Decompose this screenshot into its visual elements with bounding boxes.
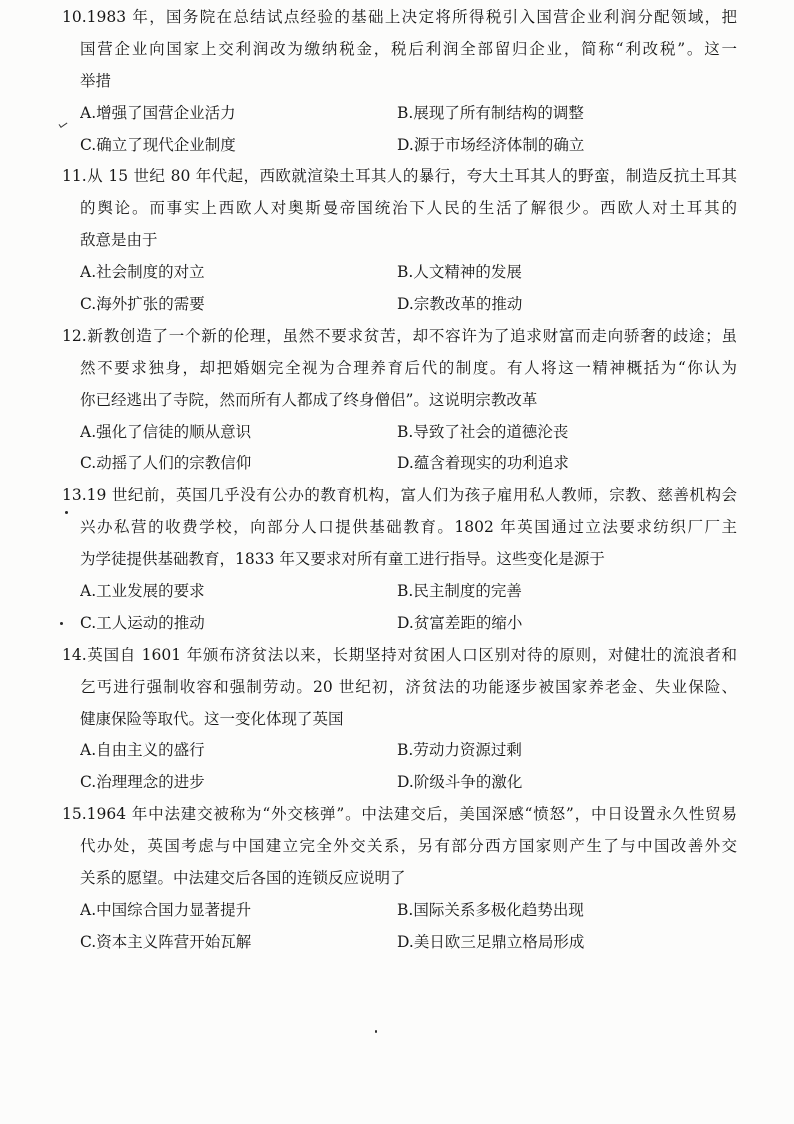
option-text: 工人运动的推动 bbox=[96, 613, 205, 632]
question-stem-text: 1964 年中法建交被称为“外交核弹”。中法建交后，美国深感“愤怒”，中日设置永久性贸易 bbox=[86, 805, 737, 824]
option-label: B. bbox=[397, 263, 414, 282]
question-stem-line bbox=[62, 640, 737, 672]
option-label: D. bbox=[397, 773, 414, 792]
option-b bbox=[397, 257, 522, 289]
options-row bbox=[80, 257, 737, 289]
question-stem-text: 从 15 世纪 80 年代起，西欧就渲染土耳其人的暴行，夸大土耳其人的野蛮，制造反抗土耳其 bbox=[86, 167, 737, 186]
option-label: C. bbox=[80, 932, 97, 951]
option-text: 阶级斗争的激化 bbox=[413, 773, 523, 792]
option-label: B. bbox=[397, 103, 414, 122]
question-stem-line: 健康保险等取代。这一变化体现了英国 bbox=[80, 709, 344, 728]
option-text: 导致了社会的道德沦丧 bbox=[413, 422, 569, 441]
options-row bbox=[80, 927, 737, 959]
option-text: 劳动力资源过剩 bbox=[413, 741, 522, 760]
question-stem-line: 代办处，英国考虑与中国建立完全外交关系，另有部分西方国家则产生了与中国改善外交 bbox=[80, 837, 737, 856]
option-a bbox=[80, 98, 397, 130]
option-text: 自由主义的盛行 bbox=[96, 741, 205, 760]
option-c bbox=[80, 608, 397, 640]
options-row bbox=[80, 895, 737, 927]
option-label: C. bbox=[80, 295, 97, 314]
question-stem-line: 敌意是由于 bbox=[80, 231, 158, 250]
option-text: 美日欧三足鼎立格局形成 bbox=[413, 932, 585, 951]
option-text: 强化了信徒的顺从意识 bbox=[96, 422, 252, 441]
option-text: 海外扩张的需要 bbox=[96, 295, 205, 314]
options-row bbox=[80, 767, 737, 799]
question-number: 12. bbox=[62, 326, 87, 345]
option-text: 民主制度的完善 bbox=[413, 582, 522, 601]
option-label: A. bbox=[80, 582, 97, 601]
option-label: C. bbox=[80, 773, 97, 792]
question-number: 13. bbox=[62, 486, 87, 505]
question-stem-line: 乞丐进行强制收容和强制劳动。20 世纪初，济贫法的功能逐步被国家养老金、失业保险、 bbox=[80, 677, 737, 696]
option-d bbox=[397, 448, 569, 480]
question-stem-line: 你已经逃出了寺院，然而所有人都成了终身僧侣”。这说明宗教改革 bbox=[80, 390, 538, 409]
question-stem-line: 的舆论。而事实上西欧人对奥斯曼帝国统治下人民的生活了解很少。西欧人对土耳其的 bbox=[80, 199, 737, 218]
question-stem-line: 为学徒提供基础教育，1833 年又要求对所有童工进行指导。这些变化是源于 bbox=[80, 550, 605, 569]
option-d bbox=[397, 608, 522, 640]
option-text: 确立了现代企业制度 bbox=[96, 135, 236, 154]
option-label: C. bbox=[80, 454, 97, 473]
option-text: 宗教改革的推动 bbox=[413, 295, 523, 314]
option-text: 治理理念的进步 bbox=[96, 773, 205, 792]
question-stem-line bbox=[62, 480, 737, 512]
question-number: 10. bbox=[62, 8, 87, 26]
option-d bbox=[397, 767, 522, 799]
question-stem-line: 关系的愿望。中法建交后各国的连锁反应说明了 bbox=[80, 869, 406, 888]
question-stem-line: 然不要求独身，却把婚姻完全视为合理养育后代的制度。有人将这一精神概括为“你认为 bbox=[80, 358, 737, 377]
option-text: 社会制度的对立 bbox=[96, 263, 205, 282]
options-row bbox=[80, 130, 737, 162]
options-row bbox=[80, 608, 737, 640]
question-number: 14. bbox=[62, 645, 87, 664]
question-stem-line: 国营企业向国家上交利润改为缴纳税金，税后利润全部留归企业，简称“利改税”。这一 bbox=[80, 39, 737, 58]
option-text: 增强了国营企业活力 bbox=[96, 103, 236, 122]
question-stem-line: 举措 bbox=[80, 71, 112, 90]
question-stem-line: 兴办私营的收费学校，向部分人口提供基础教育。1802 年英国通过立法要求纺织厂厂主 bbox=[80, 518, 737, 537]
option-a bbox=[80, 257, 397, 289]
option-text: 人文精神的发展 bbox=[413, 263, 522, 282]
option-label: B. bbox=[397, 582, 414, 601]
question-15 bbox=[0, 799, 794, 958]
option-a bbox=[80, 576, 397, 608]
option-text: 贫富差距的缩小 bbox=[413, 613, 523, 632]
option-label: D. bbox=[397, 454, 414, 473]
option-b bbox=[397, 417, 568, 449]
scan-dot-mark bbox=[375, 1030, 377, 1033]
option-d bbox=[397, 927, 584, 959]
scan-dot-mark bbox=[65, 511, 68, 514]
option-text: 动摇了人们的宗教信仰 bbox=[96, 454, 252, 473]
option-a bbox=[80, 895, 397, 927]
option-text: 资本主义阵营开始瓦解 bbox=[96, 932, 252, 951]
question-number: 11. bbox=[62, 167, 87, 186]
question-stem-line bbox=[62, 799, 737, 831]
options-row bbox=[80, 417, 737, 449]
option-label: D. bbox=[397, 295, 414, 314]
question-11 bbox=[0, 161, 794, 320]
option-a bbox=[80, 417, 397, 449]
option-text: 源于市场经济体制的确立 bbox=[413, 135, 585, 154]
question-stem-text: 19 世纪前，英国几乎没有公办的教育机构，富人们为孩子雇用私人教师，宗教、慈善机构会 bbox=[86, 486, 737, 505]
question-14 bbox=[0, 640, 794, 799]
option-label: A. bbox=[80, 263, 97, 282]
question-stem-text: 新教创造了一个新的伦理，虽然不要求贫苦，却不容许为了追求财富而走向骄奢的歧途；虽 bbox=[86, 326, 737, 345]
option-label: B. bbox=[397, 741, 414, 760]
options-row bbox=[80, 289, 737, 321]
option-text: 国际关系多极化趋势出现 bbox=[413, 900, 584, 919]
option-b bbox=[397, 735, 522, 767]
option-a bbox=[80, 735, 397, 767]
options-row bbox=[80, 448, 737, 480]
option-c bbox=[80, 927, 397, 959]
question-10 bbox=[0, 2, 794, 161]
option-label: B. bbox=[397, 422, 414, 441]
scan-dot-mark bbox=[60, 622, 63, 625]
option-c bbox=[80, 448, 397, 480]
options-row bbox=[80, 735, 737, 767]
option-text: 蕴含着现实的功利追求 bbox=[413, 454, 569, 473]
option-text: 工业发展的要求 bbox=[96, 582, 205, 601]
question-stem-line bbox=[62, 2, 737, 34]
option-d bbox=[397, 289, 522, 321]
question-13 bbox=[0, 480, 794, 639]
question-stem-text: 1983 年，国务院在总结试点经验的基础上决定将所得税引入国营企业利润分配领域，把 bbox=[86, 8, 737, 26]
option-label: C. bbox=[80, 613, 97, 632]
option-label: C. bbox=[80, 135, 97, 154]
question-stem-line bbox=[62, 321, 737, 353]
option-label: A. bbox=[80, 422, 97, 441]
option-label: A. bbox=[80, 900, 97, 919]
option-label: D. bbox=[397, 613, 414, 632]
option-label: A. bbox=[80, 741, 97, 760]
option-d bbox=[397, 130, 584, 162]
option-b bbox=[397, 576, 522, 608]
option-label: D. bbox=[397, 135, 414, 154]
option-b bbox=[397, 895, 584, 927]
question-12 bbox=[0, 321, 794, 480]
option-c bbox=[80, 130, 397, 162]
option-c bbox=[80, 767, 397, 799]
option-text: 展现了所有制结构的调整 bbox=[413, 103, 584, 122]
question-number: 15. bbox=[62, 805, 87, 824]
option-label: B. bbox=[397, 900, 414, 919]
option-b bbox=[397, 98, 584, 130]
option-label: D. bbox=[397, 932, 414, 951]
options-row bbox=[80, 98, 737, 130]
question-stem-text: 英国自 1601 年颁布济贫法以来，长期坚持对贫困人口区别对待的原则，对健壮的流浪者和 bbox=[86, 645, 737, 664]
option-label: A. bbox=[80, 103, 97, 122]
option-text: 中国综合国力显著提升 bbox=[96, 900, 252, 919]
option-c bbox=[80, 289, 397, 321]
options-row bbox=[80, 576, 737, 608]
question-stem-line bbox=[62, 161, 737, 193]
